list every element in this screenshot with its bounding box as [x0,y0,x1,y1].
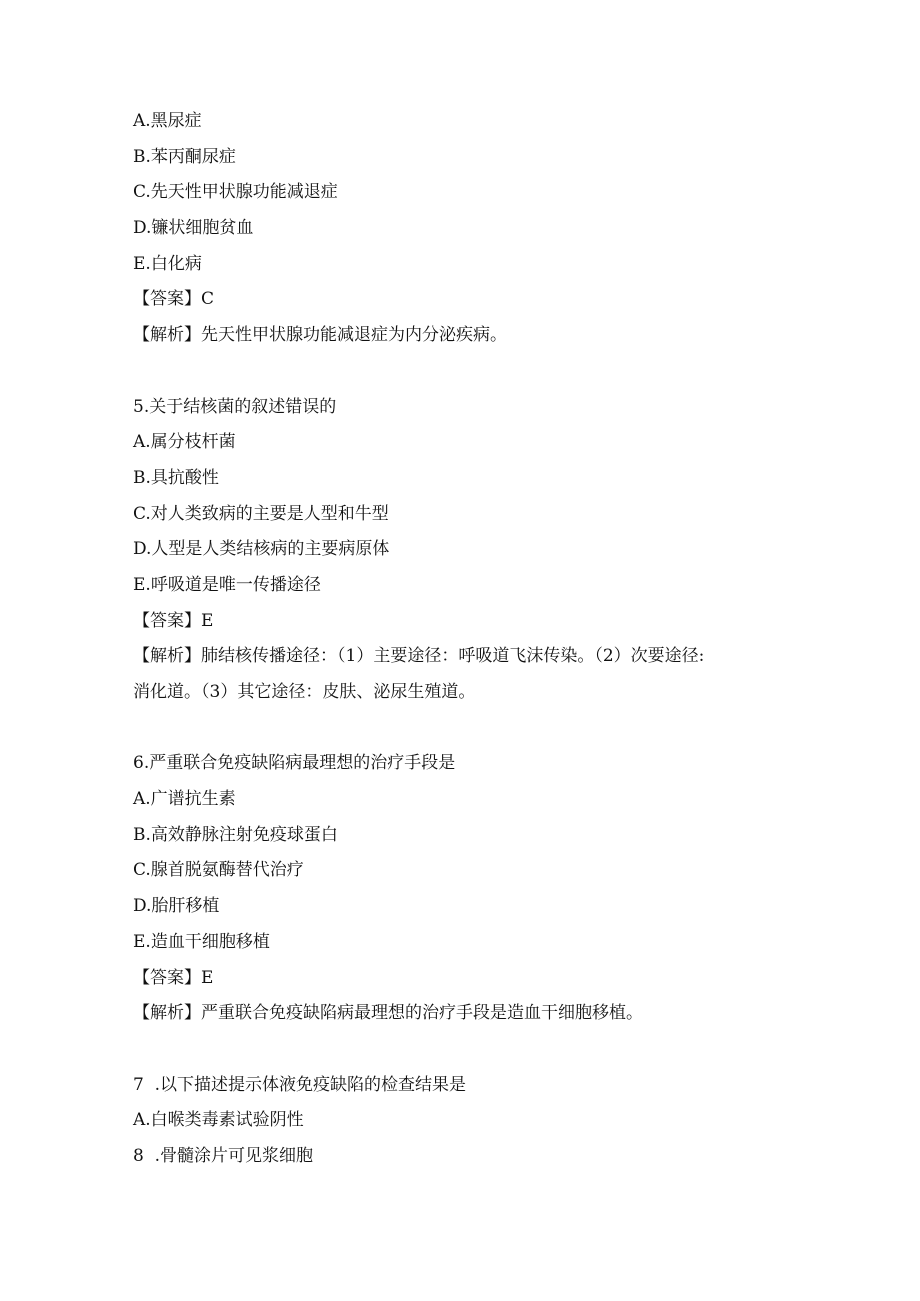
answer: 【答案】E [133,610,214,631]
option-a: A.属分枝杆菌 [133,432,236,453]
question-text: 6.严重联合免疫缺陷病最理想的治疗手段是 [133,753,456,774]
option-d: D.胎肝移植 [133,896,220,917]
answer: 【答案】C [133,289,215,310]
option-e: E.造血干细胞移植 [133,931,270,952]
question-text: 8 .骨髓涂片可见浆细胞 [133,1145,314,1166]
paragraph-gap [133,711,793,747]
question-text: 7 .以下描述提示体液免疫缺陷的检查结果是 [133,1074,467,1095]
option-a: A.广谱抗生素 [133,789,236,810]
option-d: D.人型是人类结核病的主要病原体 [133,539,390,560]
paragraph-gap [133,354,793,390]
option-b: B.高效静脉注射免疫球蛋白 [133,824,338,845]
answer: 【答案】E [133,967,214,988]
document-page [133,104,793,1175]
explanation: 【解析】严重联合免疫缺陷病最理想的治疗手段是造血干细胞移植。 [133,1003,643,1024]
option-c: C.先天性甲状腺功能减退症 [133,182,338,203]
option-c: C.对人类致病的主要是人型和牛型 [133,503,389,524]
explanation: 【解析】先天性甲状腺功能减退症为内分泌疾病。 [133,325,507,346]
option-e: E.白化病 [133,253,202,274]
option-e: E.呼吸道是唯一传播途径 [133,574,321,595]
option-b: B.苯丙酮尿症 [133,146,236,167]
question-5 [133,390,793,711]
option-b: B.具抗酸性 [133,467,219,488]
question-text: 5.关于结核菌的叙述错误的 [133,396,337,417]
question-4-tail [133,104,793,354]
question-7 [133,1068,793,1139]
option-a: A.黑尿症 [133,111,202,131]
option-c: C.腺首脱氨酶替代治疗 [133,860,304,881]
explanation-line-1: 【解析】肺结核传播途径：（1）主要途径：呼吸道飞沫传染。（2）次要途径: [133,646,705,667]
question-8 [133,1139,793,1175]
option-d: D.镰状细胞贫血 [133,218,254,239]
option-a: A.白喉类毒素试验阴性 [133,1110,304,1131]
question-6 [133,746,793,1032]
explanation-line-2: 消化道。（3）其它途径：皮肤、泌尿生殖道。 [133,682,476,702]
paragraph-gap [133,1032,793,1068]
